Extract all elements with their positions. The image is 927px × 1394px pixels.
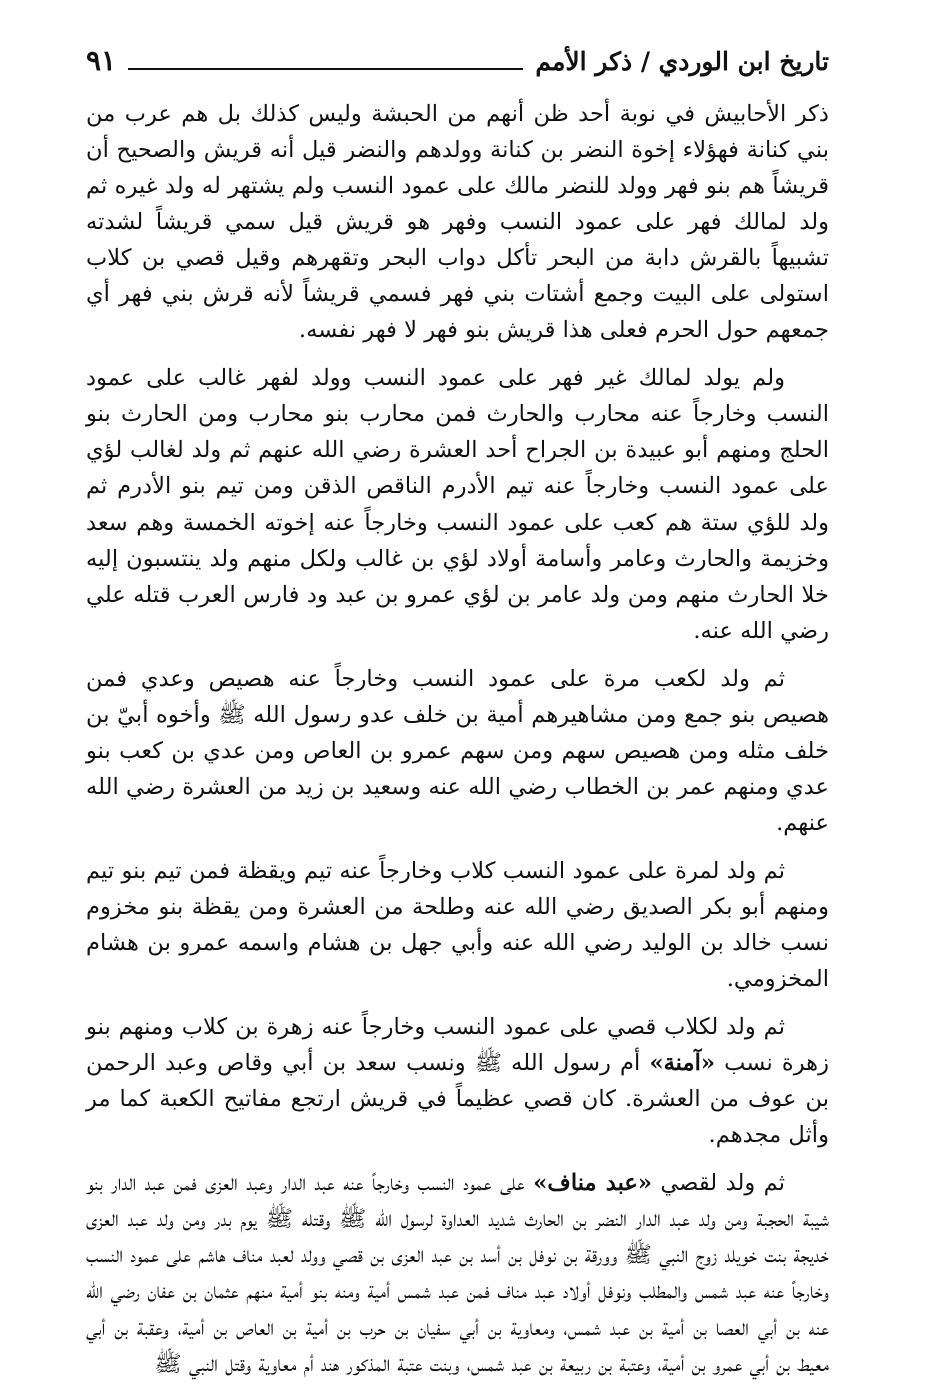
paragraph-5-text-before: ثم ولد لكلاب قصي على عمود النسب وخارجاً عنه زهرة بن كلاب ومنهم بنو زهرة نسب bbox=[86, 1014, 830, 1077]
header-rule bbox=[128, 68, 523, 70]
paragraph-5 bbox=[86, 1009, 829, 1153]
page-number: ٩١ bbox=[86, 44, 117, 77]
page-header bbox=[86, 38, 829, 78]
paragraph-6-text-after: على عمود النسب وخارجاً عنه عبد الدار وعبد العزى فمن عبد الدار بنو شيبة الحجبة ومن ولد عبد الدار النضر بن الحارث شديد العداوة لرسول الله ﷺ وقتله ﷺ يوم بدر ومن ولد عبد العزى خديجة بنت خويلد زوج النبي ﷺ وورقة بن نوفل بن أسد بن عبد العزى بن قصي وولد لعبد مناف هاشم على عمود النسب وخارجاً عنه عبد شمس والمطلب ونوفل أولاد عبد مناف فمن عبد شمس أمية ومنه بنو أمية منهم عثمان بن عفان رضي الله عنه بن أبي العصا بن أمية بن عبد شمس، ومعاوية بن أبي سفيان بن حرب بن أمية بن العاص بن أمية، وعقبة بن أبي معيط بن أبي عمرو بن أمية، وعتبة بن ربيعة بن عبد شمس، وبنت عتبة المذكور هند أم معاوية وقتل النبي ﷺ bbox=[86, 1170, 829, 1377]
paragraph-6 bbox=[86, 1165, 829, 1381]
paragraph-1: ذكر الأحابيش في نوبة أحد ظن أنهم من الحبشة وليس كذلك بل هم عرب من بني كنانة فهؤلاء إخوة النضر بن كنانة وولدهم والنضر قيل أنه قريش والصحيح أن قريشاً هم بنو فهر وولد للنضر مالك على عمود النسب ولم يشتهر له ولد غيره ثم ولد لمالك فهر على عمود النسب وفهر هو قريش قيل سمي قريشاً لشدته تشبيهاً بالقرش دابة من البحر تأكل دواب البحر وتقهرهم وقيل قصي بن كلاب استولى على البيت وجمع أشتات بني فهر فسمي قريشاً لأنه قرش بني فهر أي جمعهم حول الحرم فعلى هذا قريش بنو فهر لا فهر نفسه. bbox=[86, 101, 829, 344]
paragraph-5-text-after: أم رسول الله ﷺ ونسب سعد بن أبي وقاص وعبد الرحمن بن عوف من العشرة. كان قصي عظيماً في قريش ارتجع مفاتيح الكعبة كما مر وأثل مجدهم. bbox=[86, 1050, 829, 1149]
amina-name: «آمنة» bbox=[649, 1050, 716, 1077]
body-text bbox=[86, 96, 829, 1394]
paragraph-2: ولم يولد لمالك غير فهر على عمود النسب وولد لفهر غالب على عمود النسب وخارجاً عنه محارب والحارث فمن محارب بنو محارب ومن الحارث بنو الحلج ومنهم أبو عبيدة بن الجراح أحد العشرة رضي الله عنهم ثم ولد لغالب لؤي على عمود النسب وخارجاً عنه تيم الأدرم الناقص الذقن ومن تيم بنو الأدرم ثم ولد للؤي ستة هم كعب على عمود النسب وخارجاً عنه إخوته الخمسة وهم سعد وخزيمة والحارث وعامر وأسامة أولاد لؤي بن غالب ولكل منهم ولد ينتسبون إليه خلا الحارث منهم ومن ولد عامر بن لؤي عمرو بن عبد ود فارس العرب قتله علي رضي الله عنه. bbox=[86, 365, 829, 644]
paragraph-6-text-before: ثم ولد لقصي bbox=[652, 1170, 785, 1197]
paragraph-4: ثم ولد لمرة على عمود النسب كلاب وخارجاً عنه تيم ويقظة فمن تيم بنو تيم ومنهم أبو بكر الصديق رضي الله عنه وطلحة من العشرة ومن يقظة بنو مخزوم نسب خالد بن الوليد رضي الله عنه وأبي جهل بن هشام واسمه عمرو بن هشام المخزومي. bbox=[86, 857, 829, 993]
running-title: تاريخ ابن الوردي / ذكر الأمم bbox=[535, 47, 829, 76]
paragraph-3: ثم ولد لكعب مرة على عمود النسب وخارجاً عنه هصيص وعدي فمن هصيص بنو جمع ومن مشاهيرهم أمية بن خلف عدو رسول الله ﷺ وأخوه أبيّ بن خلف مثله ومن هصيص سهم ومن سهم عمرو بن العاص ومن عدي بن كعب بنو عدي ومنهم عمر بن الخطاب رضي الله عنه وسعيد بن زيد من العشرة رضي الله عنهم. bbox=[86, 665, 829, 836]
abd-manaf-name: «عبد مناف» bbox=[533, 1170, 653, 1197]
